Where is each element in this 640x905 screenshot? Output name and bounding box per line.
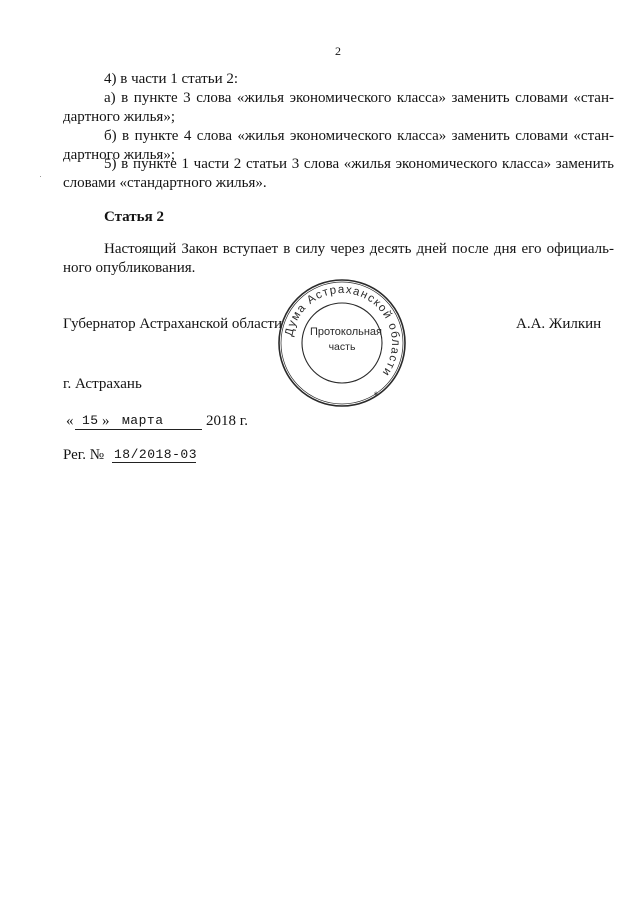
date-month: марта (122, 413, 164, 428)
amendment-item-5-line1: 5) в пункте 1 части 2 статьи 3 слова «жилья экономического класса» заменить (104, 156, 614, 172)
seal-ring-text: Дума Астраханской области (283, 283, 402, 379)
amendment-item-b-line2: дартного жилья»; (63, 147, 175, 163)
date-close-quote: » (102, 413, 110, 429)
registration-number: 18/2018-03 (114, 447, 198, 462)
amendment-item-5-line2: словами «стандартного жилья». (63, 175, 267, 191)
amendment-item-b-line1: б) в пункте 4 слова «жилья экономического класса» заменить словами «стан- (104, 128, 614, 144)
signatory-name: А.А. Жилкин (516, 316, 602, 332)
registration-underline (112, 462, 196, 463)
article-2-text-line2: ного опубликования. (63, 260, 196, 276)
official-seal (276, 277, 408, 409)
seal-center-line2: часть (328, 341, 356, 353)
signatory-position: Губернатор Астраханской области (63, 316, 283, 332)
seal-center-line1: Протокольная (309, 326, 383, 338)
date-year: 2018 г. (206, 413, 248, 429)
article-2-heading: Статья 2 (104, 209, 164, 225)
date-open-quote: « (66, 413, 74, 429)
amendment-item-a-line1: а) в пункте 3 слова «жилья экономического класса» заменить словами «стан- (104, 90, 614, 106)
date-month-underline (114, 429, 202, 430)
place-of-signing: г. Астрахань (63, 376, 142, 392)
page-number: 2 (335, 44, 341, 58)
date-day-underline (75, 429, 115, 430)
margin-mark (40, 176, 41, 177)
registration-label: Рег. № (63, 447, 105, 463)
amendment-item-4: 4) в части 1 статьи 2: (104, 71, 239, 87)
date-day: 15 (82, 413, 99, 428)
amendment-item-a-line2: дартного жилья»; (63, 109, 175, 125)
seal-star: * (373, 390, 379, 402)
article-2-text-line1: Настоящий Закон вступает в силу через десять дней после дня его официаль- (104, 241, 614, 257)
